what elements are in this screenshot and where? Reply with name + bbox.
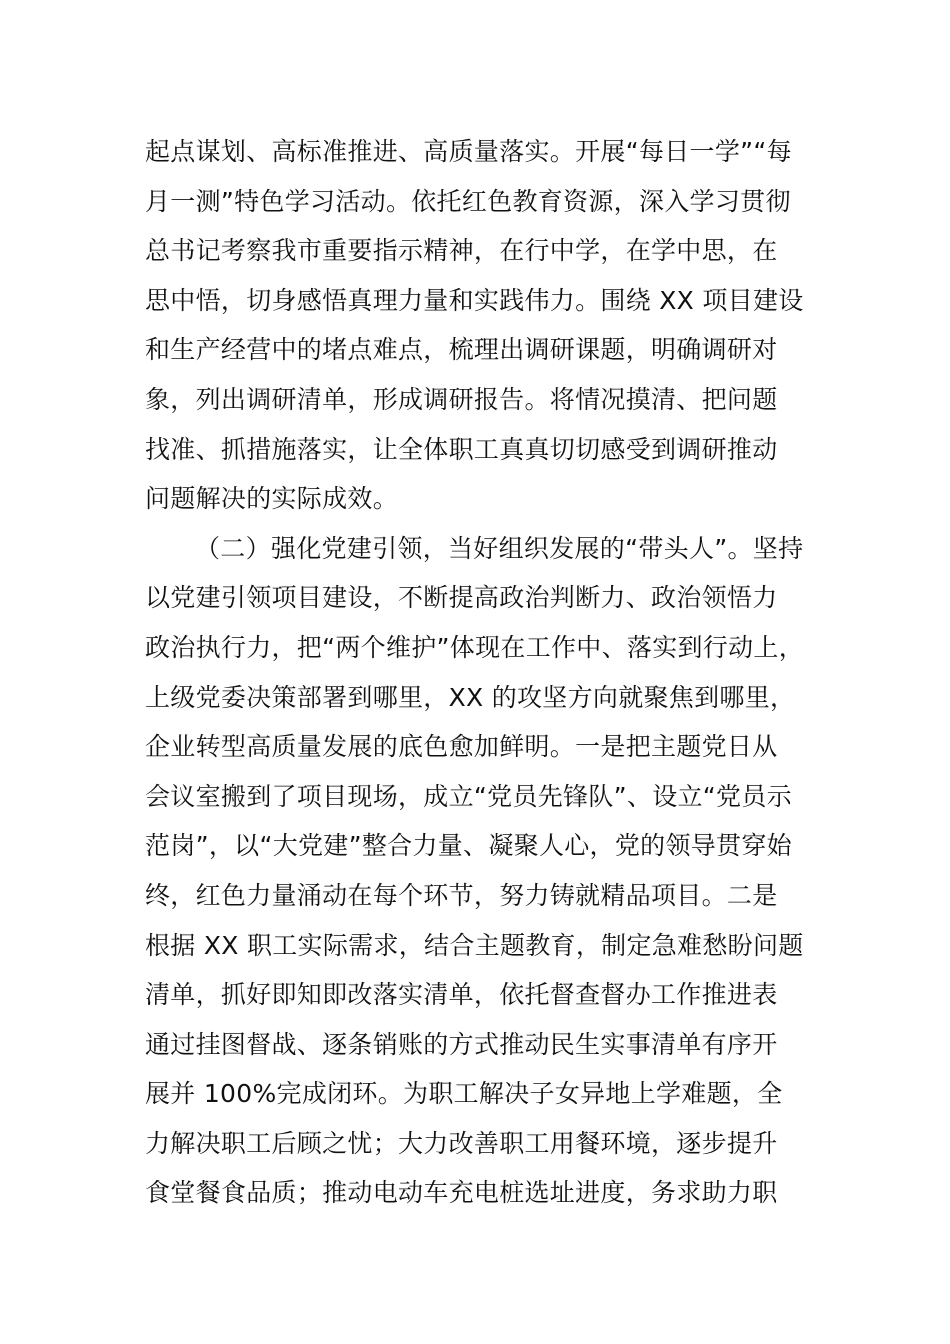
- text-line: 展并 100%完成闭环。为职工解决子女异地上学难题，全: [145, 1079, 783, 1109]
- text-line: 和生产经营中的堵点难点，梳理出调研课题，明确调研对: [145, 335, 778, 365]
- text-line: 范岗”，以“大党建”整合力量、凝聚人心，党的领导贯穿始: [145, 831, 792, 861]
- text-line: 终，红色力量涌动在每个环节，努力铸就精品项目。二是: [145, 880, 778, 910]
- text-line: 找准、抓措施落实，让全体职工真真切切感受到调研推动: [145, 434, 778, 464]
- text-line: 政治执行力，把“两个维护”体现在工作中、落实到行动上，: [145, 632, 805, 662]
- text-line: 食堂餐食品质；推动电动车充电桩选址进度，务求助力职: [145, 1178, 778, 1208]
- text-line: 月一测”特色学习活动。依托红色教育资源，深入学习贯彻: [145, 186, 791, 216]
- text-line: 根据 XX 职工实际需求，结合主题教育，制定急难愁盼问题: [145, 930, 804, 960]
- text-line: 会议室搬到了项目现场，成立“党员先锋队”、设立“党员示: [145, 781, 792, 811]
- text-line: 思中悟，切身感悟真理力量和实践伟力。围绕 XX 项目建设: [145, 285, 804, 315]
- text-line: 上级党委决策部署到哪里，XX 的攻坚方向就聚焦到哪里，: [145, 682, 796, 712]
- text-line: 清单，抓好即知即改落实清单，依托督查督办工作推进表: [145, 980, 778, 1010]
- text-line: 问题解决的实际成效。: [145, 484, 399, 514]
- body-text: [145, 127, 810, 1218]
- text-line: 以党建引领项目建设，不断提高政治判断力、政治领悟力: [145, 583, 778, 613]
- text-line: 总书记考察我市重要指示精神，在行中学，在学中思，在: [145, 236, 778, 266]
- section-heading-line: （二）强化党建引领，当好组织发展的“带头人”。坚持: [195, 533, 804, 563]
- text-line: 通过挂图督战、逐条销账的方式推动民生实事清单有序开: [145, 1029, 778, 1059]
- text-line: 企业转型高质量发展的底色愈加鲜明。一是把主题党日从: [145, 732, 778, 762]
- text-line: 象，列出调研清单，形成调研报告。将情况摸清、把问题: [145, 384, 778, 414]
- text-line: 起点谋划、高标准推进、高质量落实。开展“每日一学”“每: [145, 137, 792, 166]
- text-line: 力解决职工后顾之忧；大力改善职工用餐环境，逐步提升: [145, 1128, 778, 1158]
